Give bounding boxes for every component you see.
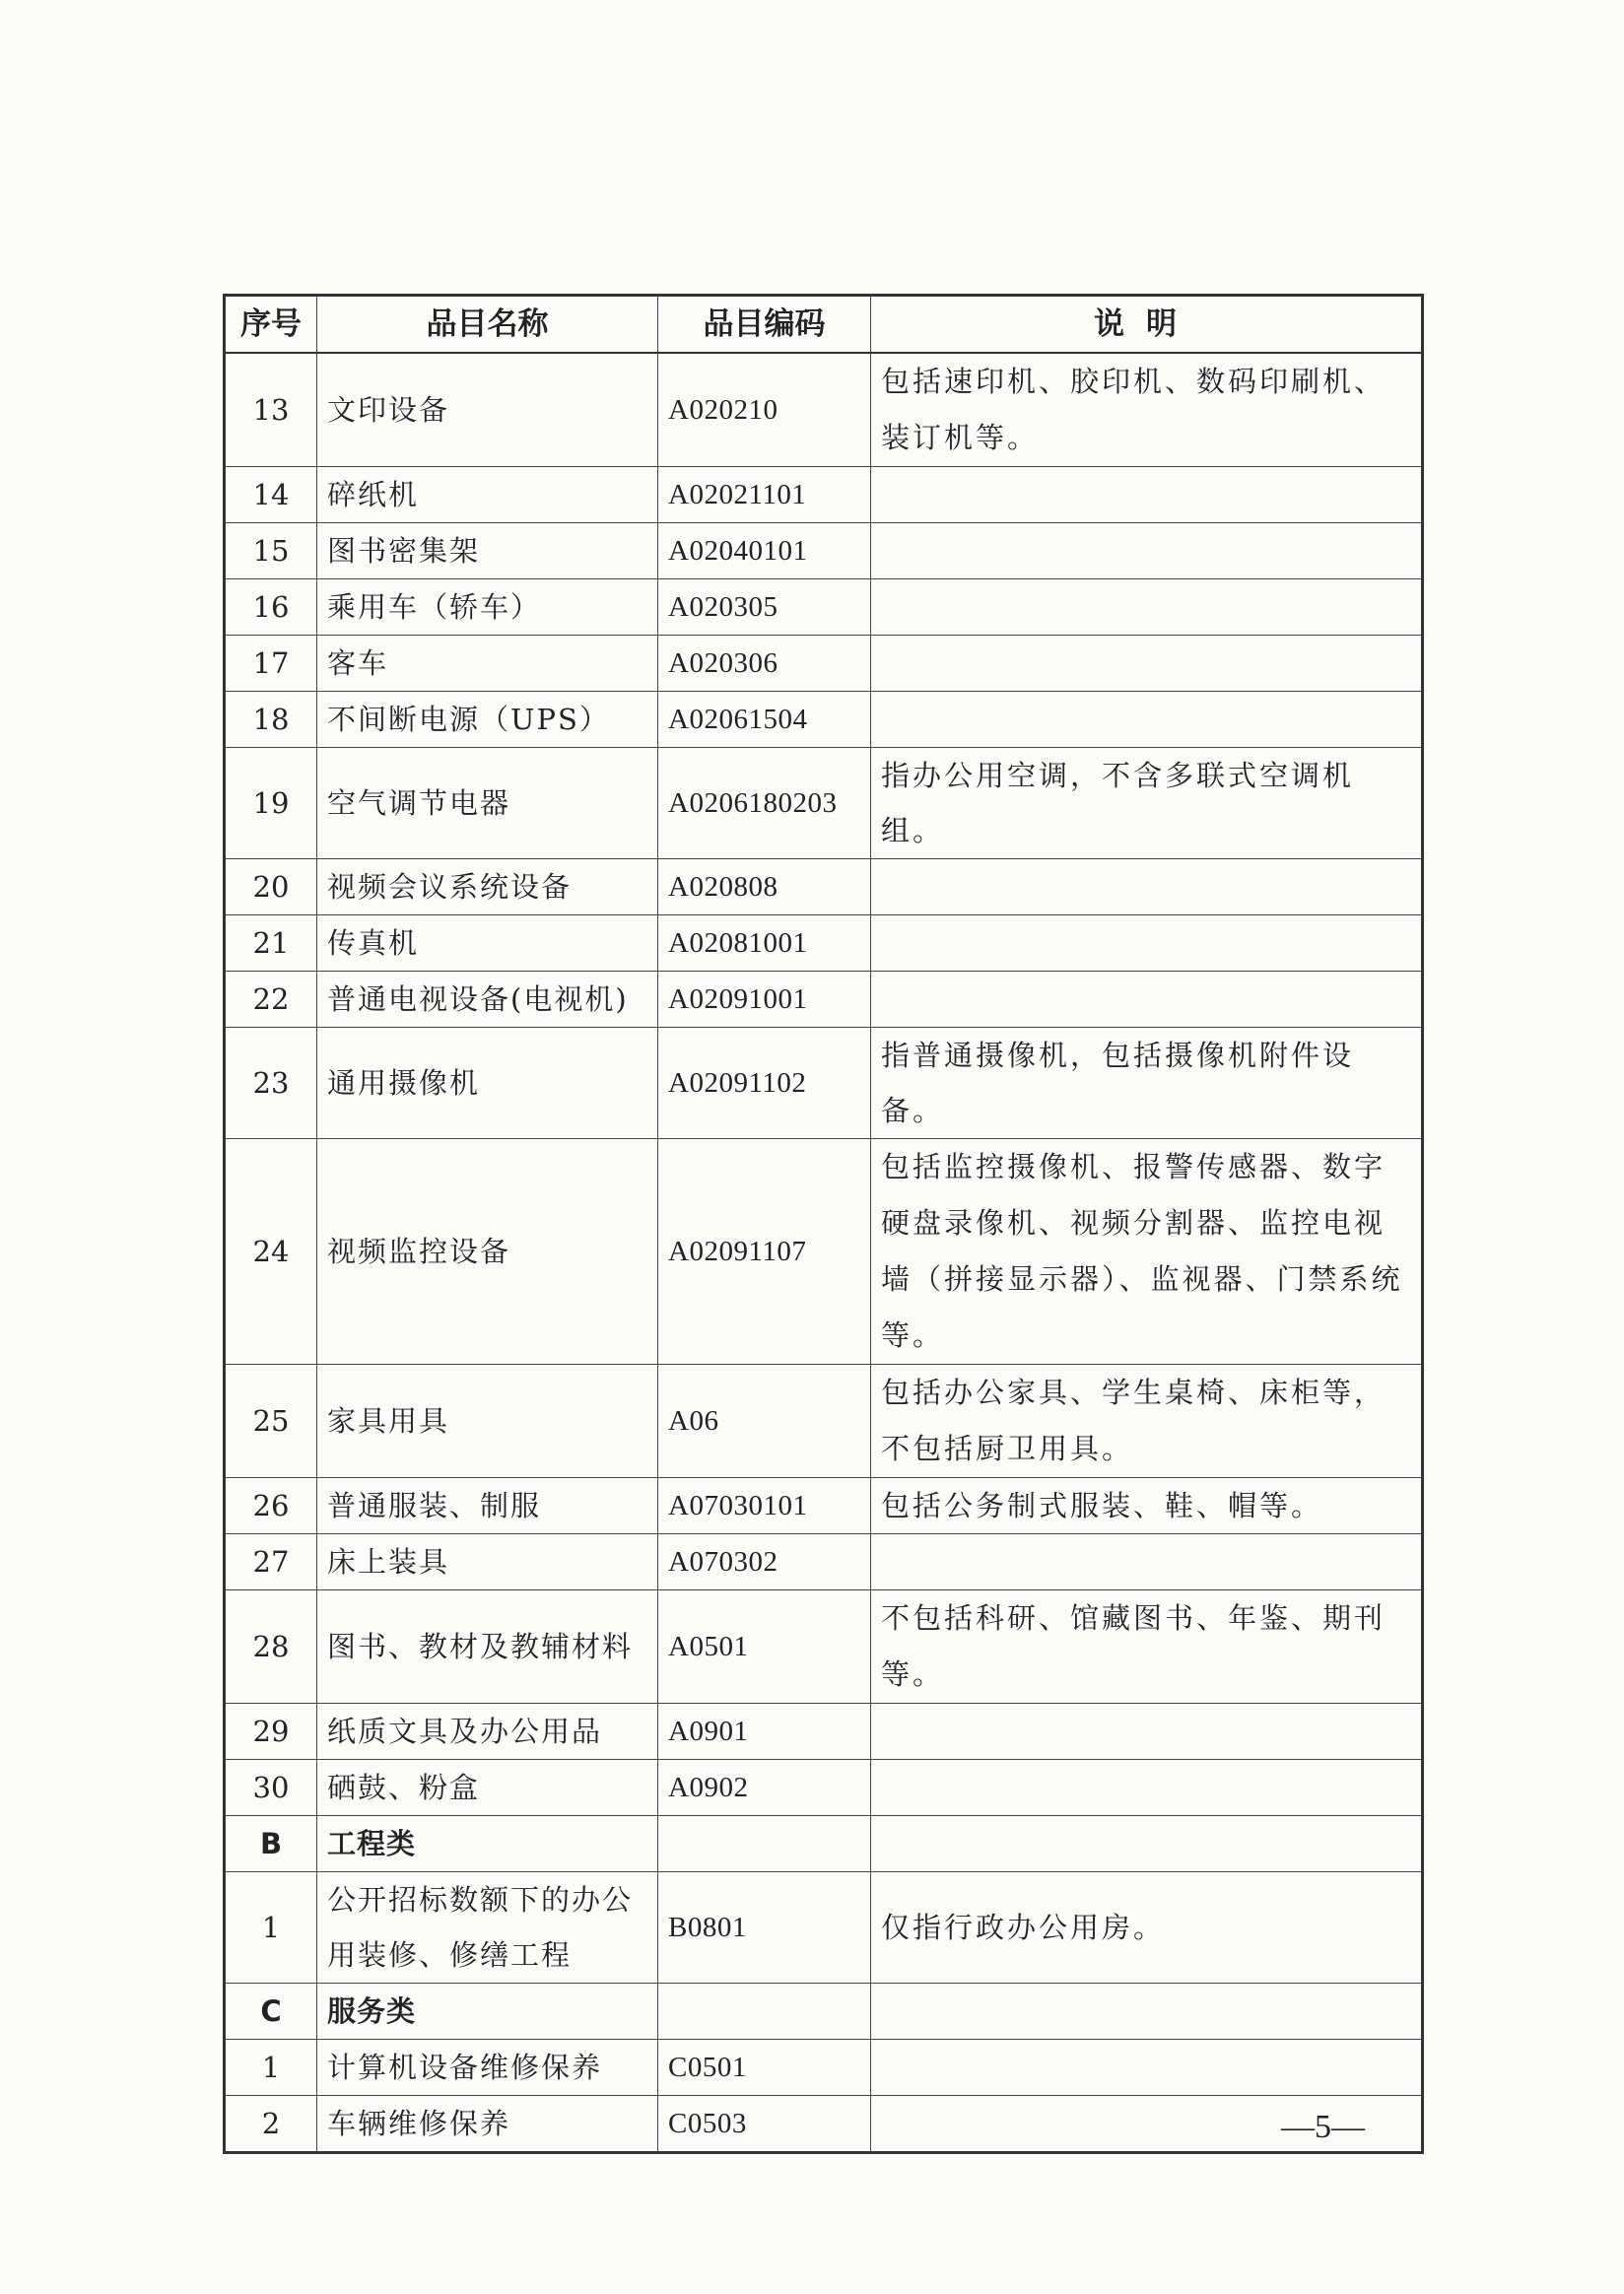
row-code-cell: A02091001 [658,972,871,1028]
row-code-cell: C0501 [658,2040,871,2096]
table-row [225,1872,1423,1984]
row-code-cell: A02081001 [658,915,871,972]
row-name-cell: 图书、教材及教辅材料 [317,1590,658,1704]
section-row [225,1984,1423,2040]
row-description-cell [871,636,1423,692]
row-index-cell: 14 [225,467,317,523]
row-code-cell: A06 [658,1365,871,1478]
row-index-cell: 1 [225,2040,317,2096]
row-code-cell: A0501 [658,1590,871,1704]
row-index-cell: 17 [225,636,317,692]
table-row [225,1760,1423,1816]
row-code-cell: A070302 [658,1534,871,1590]
row-description-cell [871,1816,1423,1872]
row-index-cell: 19 [225,748,317,859]
row-index-cell: 16 [225,579,317,636]
row-code-cell: A020210 [658,353,871,467]
row-index-cell: C [225,1984,317,2040]
row-code-cell: A02091107 [658,1139,871,1365]
row-index-cell: 30 [225,1760,317,1816]
row-code-cell: A020305 [658,579,871,636]
procurement-catalog-table [223,294,1424,2154]
row-code-cell: A020808 [658,859,871,915]
row-description-cell [871,523,1423,579]
row-name-cell: 床上装具 [317,1534,658,1590]
row-index-cell: 13 [225,353,317,467]
table-row [225,579,1423,636]
row-description-cell [871,1984,1423,2040]
row-index-cell: 21 [225,915,317,972]
row-description-cell [871,2040,1423,2096]
row-description-cell [871,579,1423,636]
table-row [225,523,1423,579]
row-description-cell: 指办公用空调，不含多联式空调机组。 [871,748,1423,859]
table-row [225,636,1423,692]
row-name-cell: 空气调节电器 [317,748,658,859]
row-index-cell: 28 [225,1590,317,1704]
table-row [225,915,1423,972]
row-code-cell: B0801 [658,1872,871,1984]
section-row [225,1816,1423,1872]
row-name-cell: 图书密集架 [317,523,658,579]
row-name-cell: 视频会议系统设备 [317,859,658,915]
row-code-cell: A0206180203 [658,748,871,859]
row-code-cell: A02061504 [658,692,871,748]
row-code-cell: A02040101 [658,523,871,579]
row-name-cell: 通用摄像机 [317,1028,658,1139]
header-description: 说明 [871,296,1423,354]
table-row [225,2040,1423,2096]
table-row [225,1590,1423,1704]
table-row [225,353,1423,467]
table-row [225,2096,1423,2153]
header-index: 序号 [225,296,317,354]
row-index-cell: 23 [225,1028,317,1139]
row-name-cell: 车辆维修保养 [317,2096,658,2153]
row-code-cell: A0902 [658,1760,871,1816]
row-description-cell: 仅指行政办公用房。 [871,1872,1423,1984]
row-name-cell: 视频监控设备 [317,1139,658,1365]
row-description-cell [871,972,1423,1028]
row-name-cell: 硒鼓、粉盒 [317,1760,658,1816]
row-name-cell: 碎纸机 [317,467,658,523]
row-name-cell: 文印设备 [317,353,658,467]
row-name-cell: 乘用车（轿车） [317,579,658,636]
header-name: 品目名称 [317,296,658,354]
table-row [225,859,1423,915]
table-row [225,1139,1423,1365]
row-code-cell: C0503 [658,2096,871,2153]
row-index-cell: 1 [225,1872,317,1984]
row-index-cell: 29 [225,1704,317,1760]
row-code-cell: A02021101 [658,467,871,523]
row-description-cell [871,915,1423,972]
table-row [225,467,1423,523]
row-index-cell: 18 [225,692,317,748]
row-code-cell [658,1816,871,1872]
row-name-cell: 传真机 [317,915,658,972]
row-code-cell: A0901 [658,1704,871,1760]
row-name-cell: 不间断电源（UPS） [317,692,658,748]
row-code-cell: A07030101 [658,1478,871,1534]
row-name-cell: 服务类 [317,1984,658,2040]
row-name-cell: 工程类 [317,1816,658,1872]
row-name-cell: 计算机设备维修保养 [317,2040,658,2096]
row-index-cell: 25 [225,1365,317,1478]
row-description-cell: 包括速印机、胶印机、数码印刷机、装订机等。 [871,353,1423,467]
row-description-cell [871,467,1423,523]
row-index-cell: 2 [225,2096,317,2153]
table-row [225,1028,1423,1139]
row-name-cell: 客车 [317,636,658,692]
row-description-cell [871,859,1423,915]
row-name-cell: 普通服装、制服 [317,1478,658,1534]
page-number: —5— [1281,2109,1365,2145]
row-name-cell: 公开招标数额下的办公用装修、修缮工程 [317,1872,658,1984]
table-row [225,692,1423,748]
table-row [225,1365,1423,1478]
row-code-cell [658,1984,871,2040]
row-index-cell: 22 [225,972,317,1028]
row-description-cell [871,1534,1423,1590]
header-code: 品目编码 [658,296,871,354]
row-code-cell: A020306 [658,636,871,692]
row-description-cell: 指普通摄像机，包括摄像机附件设备。 [871,1028,1423,1139]
row-index-cell: 20 [225,859,317,915]
row-code-cell: A02091102 [658,1028,871,1139]
table-row [225,972,1423,1028]
row-index-cell: B [225,1816,317,1872]
row-description-cell: 包括监控摄像机、报警传感器、数字硬盘录像机、视频分割器、监控电视墙（拼接显示器）、监视器、门禁系统等。 [871,1139,1423,1365]
table-body [225,353,1423,2153]
row-name-cell: 家具用具 [317,1365,658,1478]
row-index-cell: 24 [225,1139,317,1365]
row-name-cell: 纸质文具及办公用品 [317,1704,658,1760]
table-row [225,1478,1423,1534]
row-name-cell: 普通电视设备(电视机) [317,972,658,1028]
table-row [225,1534,1423,1590]
row-description-cell [871,1704,1423,1760]
row-description-cell: 包括办公家具、学生桌椅、床柜等，不包括厨卫用具。 [871,1365,1423,1478]
row-index-cell: 27 [225,1534,317,1590]
row-description-cell: 不包括科研、馆藏图书、年鉴、期刊等。 [871,1590,1423,1704]
row-index-cell: 15 [225,523,317,579]
table-row [225,748,1423,859]
table-header-row [225,296,1423,354]
row-index-cell: 26 [225,1478,317,1534]
row-description-cell [871,692,1423,748]
table-row [225,1704,1423,1760]
row-description-cell [871,1760,1423,1816]
row-description-cell: 包括公务制式服装、鞋、帽等。 [871,1478,1423,1534]
